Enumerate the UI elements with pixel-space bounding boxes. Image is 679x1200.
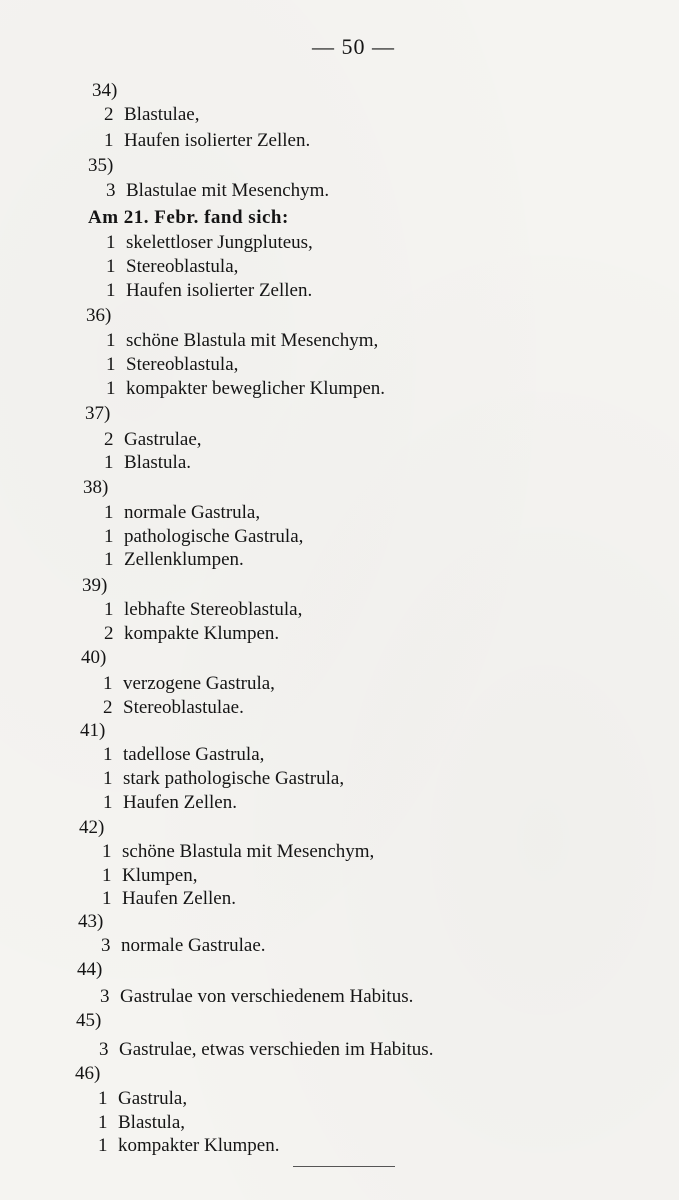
list-item	[104, 623, 279, 645]
page-number: — 50 —	[312, 34, 395, 59]
item-count: 1	[106, 256, 116, 277]
list-item	[102, 865, 197, 887]
entry-number: 38)	[83, 477, 109, 498]
item-text: Gastrulae, etwas verschieden im Habitus.	[119, 1039, 434, 1060]
item-text: Klumpen,	[122, 865, 198, 886]
item-count: 3	[100, 986, 110, 1007]
item-count: 1	[103, 673, 113, 694]
item-text: Haufen isolierter Zellen.	[124, 130, 311, 151]
list-item	[104, 104, 199, 126]
list-item	[103, 697, 244, 719]
item-count: 1	[104, 526, 114, 547]
item-text: Stereoblastulae.	[123, 697, 244, 718]
list-item	[102, 841, 374, 863]
list-item	[106, 330, 378, 352]
list-item	[104, 452, 191, 474]
item-text: normale Gastrula,	[124, 502, 261, 523]
item-count: 2	[104, 104, 114, 125]
item-text: stark pathologische Gastrula,	[123, 768, 345, 789]
item-text: Haufen Zellen.	[123, 792, 237, 813]
list-item	[106, 354, 238, 376]
entry-number: 44)	[77, 959, 103, 980]
item-count: 1	[104, 599, 114, 620]
entry-number: 40)	[81, 647, 107, 668]
item-count: 1	[106, 354, 116, 375]
list-item	[106, 256, 238, 278]
item-count: 2	[103, 697, 113, 718]
list-item	[104, 429, 202, 451]
item-count: 1	[103, 744, 113, 765]
entry-number: 43)	[78, 911, 104, 932]
item-count: 1	[103, 768, 113, 789]
entry-number: 41)	[80, 720, 106, 741]
list-item	[106, 280, 312, 302]
list-item	[104, 130, 310, 152]
entry-number: 42)	[79, 817, 105, 838]
entry-number: 37)	[85, 403, 111, 424]
item-text: verzogene Gastrula,	[123, 673, 275, 694]
item-count: 1	[106, 280, 116, 301]
entry-number: 34)	[92, 80, 118, 101]
item-text: tadellose Gastrula,	[123, 744, 265, 765]
entry-number: 35)	[88, 155, 114, 176]
item-text: kompakter Klumpen.	[118, 1135, 280, 1156]
item-text: Blastulae,	[124, 104, 200, 125]
item-text: Haufen isolierter Zellen.	[126, 280, 313, 301]
list-item	[100, 986, 413, 1008]
list-item	[106, 232, 313, 254]
item-count: 1	[104, 452, 114, 473]
item-text: kompakter beweglicher Klumpen.	[126, 378, 386, 399]
list-item	[98, 1112, 185, 1134]
entry-number: 46)	[75, 1063, 101, 1084]
date-heading: Am 21. Febr. fand sich:	[88, 207, 289, 228]
item-count: 1	[104, 549, 114, 570]
list-item	[104, 599, 302, 621]
item-text: normale Gastrulae.	[121, 935, 266, 956]
list-item	[104, 549, 244, 571]
item-count: 1	[106, 378, 116, 399]
item-count: 1	[106, 330, 116, 351]
list-item	[106, 378, 385, 400]
item-text: schöne Blastula mit Mesenchym,	[126, 330, 379, 351]
item-count: 3	[101, 935, 111, 956]
item-count: 2	[104, 623, 114, 644]
item-count: 1	[106, 232, 116, 253]
item-text: Zellenklumpen.	[124, 549, 244, 570]
item-count: 2	[104, 429, 114, 450]
item-text: Blastula.	[124, 452, 192, 473]
item-text: Blastulae mit Mesenchym.	[126, 180, 330, 201]
entry-number: 36)	[86, 305, 112, 326]
item-count: 1	[98, 1135, 108, 1156]
entry-number: 45)	[76, 1010, 102, 1031]
list-item	[101, 935, 266, 957]
item-text: schöne Blastula mit Mesenchym,	[122, 841, 375, 862]
list-item	[103, 792, 237, 814]
list-item	[104, 502, 260, 524]
item-count: 1	[102, 865, 112, 886]
item-text: Gastrulae,	[124, 429, 202, 450]
list-item	[106, 180, 329, 202]
item-count: 1	[104, 502, 114, 523]
item-text: Blastula,	[118, 1112, 186, 1133]
item-text: kompakte Klumpen.	[124, 623, 280, 644]
item-count: 1	[98, 1088, 108, 1109]
item-count: 1	[103, 792, 113, 813]
list-item	[104, 526, 303, 548]
item-count: 1	[98, 1112, 108, 1133]
item-text: pathologische Gastrula,	[124, 526, 304, 547]
list-item	[102, 888, 236, 910]
item-text: Gastrula,	[118, 1088, 188, 1109]
item-text: Stereoblastula,	[126, 256, 239, 277]
list-item	[103, 768, 344, 790]
list-item	[103, 744, 264, 766]
item-text: Haufen Zellen.	[122, 888, 236, 909]
item-text: Stereoblastula,	[126, 354, 239, 375]
end-rule	[293, 1166, 395, 1167]
item-text: lebhafte Stereoblastula,	[124, 599, 303, 620]
entry-number: 39)	[82, 575, 108, 596]
item-count: 3	[106, 180, 116, 201]
list-item	[103, 673, 275, 695]
item-count: 1	[102, 841, 112, 862]
item-count: 1	[102, 888, 112, 909]
item-text: skelettloser Jungpluteus,	[126, 232, 313, 253]
list-item	[99, 1039, 433, 1061]
list-item	[98, 1135, 279, 1157]
item-count: 1	[104, 130, 114, 151]
item-count: 3	[99, 1039, 109, 1060]
item-text: Gastrulae von verschiedenem Habitus.	[120, 986, 414, 1007]
list-item	[98, 1088, 187, 1110]
